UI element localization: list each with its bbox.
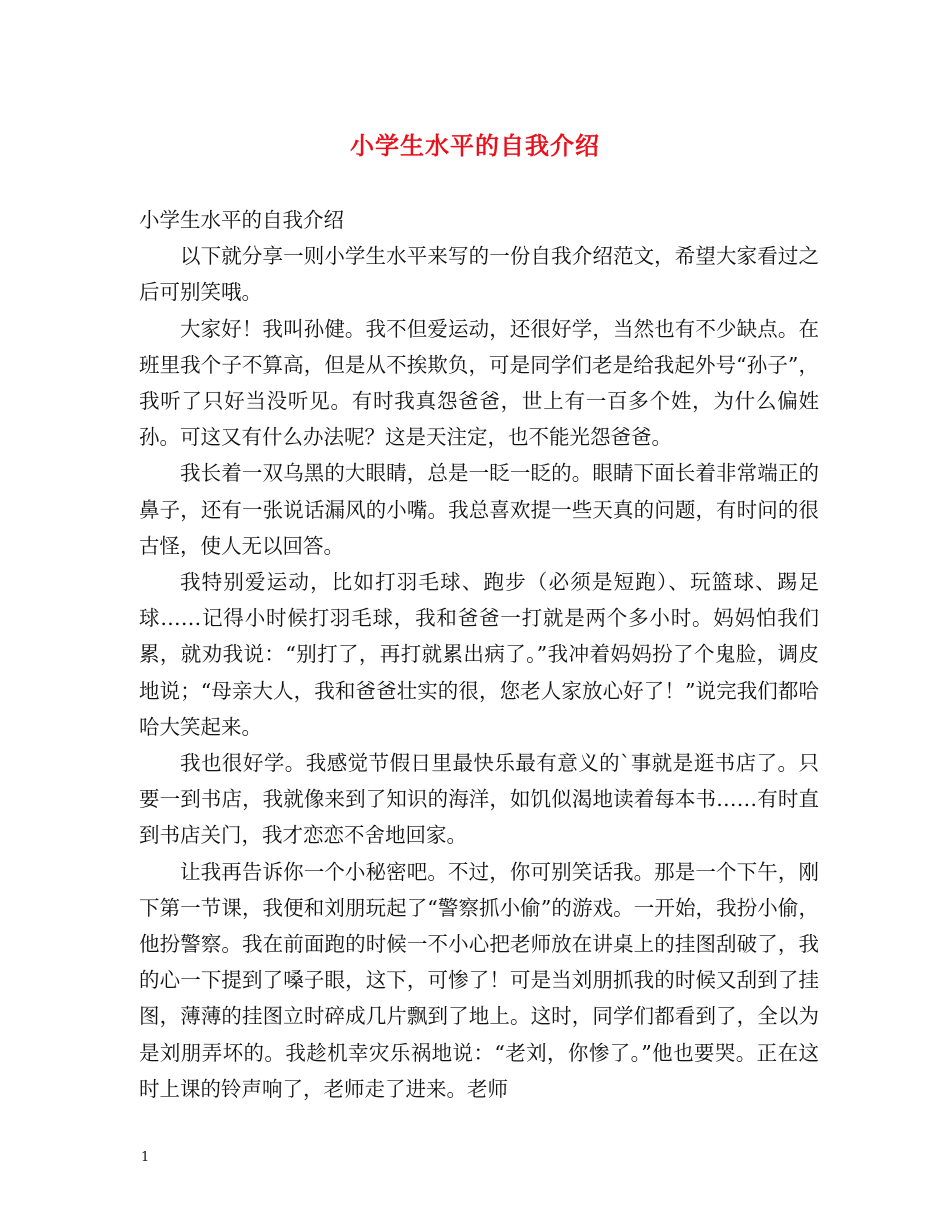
- paragraph-sports: 我特别爱运动，比如打羽毛球、跑步（必须是短跑）、玩篮球、踢足球……记得小时候打羽毛球，我和爸爸一打就是两个多小时。妈妈怕我们累，就劝我说：“别打了，再打就累出病了。”我冲着妈妈扮了个鬼脸，调皮地说；“母亲大人，我和爸爸壮实的很，您老人家放心好了！”说完我们都哈哈大笑起来。: [139, 570, 819, 739]
- paragraph-study: 我也很好学。我感觉节假日里最快乐最有意义的`事就是逛书店了。只要一到书店，我就像来到了知识的海洋，如饥似渴地读着每本书……有时直到书店关门，我才恋恋不舍地回家。: [139, 751, 819, 848]
- paragraph-appearance: 我长着一双乌黑的大眼睛，总是一眨一眨的。眼睛下面长着非常端正的鼻子，还有一张说话漏风的小嘴。我总喜欢提一些天真的问题，有时问的很古怪，使人无以回答。: [139, 461, 819, 558]
- page-number: 1: [141, 1150, 150, 1165]
- document-title: 小学生水平的自我介绍: [350, 131, 600, 160]
- paragraph-intro: 以下就分享一则小学生水平来写的一份自我介绍范文，希望大家看过之后可别笑哦。: [139, 244, 819, 305]
- paragraph-secret: 让我再告诉你一个小秘密吧。不过，你可别笑话我。那是一个下午，刚下第一节课，我便和刘朋玩起了“警察抓小偷”的游戏。一开始，我扮小偷，他扮警察。我在前面跑的时候一不小心把老师放在讲桌上的挂图刮破了，我的心一下提到了嗓子眼，这下，可惨了！可是当刘朋抓我的时候又刮到了挂图，薄薄的挂图立时碎成几片飘到了地上。这时，同学们都看到了，全以为是刘朋弄坏的。我趁机幸灾乐祸地说：“老刘，你惨了。”他也要哭。正在这时上课的铃声响了，老师走了进来。老师: [139, 859, 819, 1101]
- document-subtitle: 小学生水平的自我介绍: [139, 208, 344, 232]
- paragraph-greeting: 大家好！我叫孙健。我不但爱运动，还很好学，当然也有不少缺点。在班里我个子不算高，但是从不挨欺负，可是同学们老是给我起外号“孙子”，我听了只好当没听见。有时我真怨爸爸，世上有一百多个姓，为什么偏姓孙。可这又有什么办法呢？这是天注定，也不能光怨爸爸。: [139, 316, 819, 450]
- document-body: [139, 202, 819, 1107]
